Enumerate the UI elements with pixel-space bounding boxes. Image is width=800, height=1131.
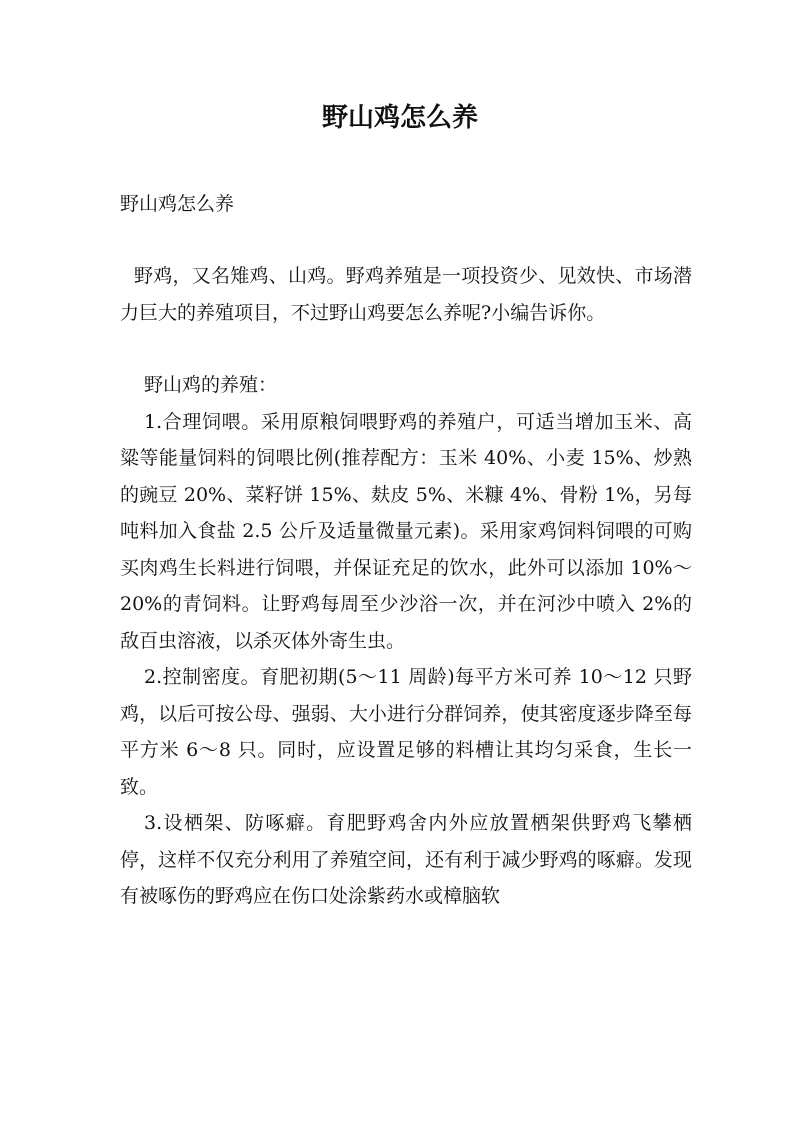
document-subtitle: 野山鸡怎么养: [120, 193, 235, 215]
list-item: 1.合理饲喂。采用原粮饲喂野鸡的养殖户，可适当增加玉米、高粱等能量饲料的饲喂比例(推荐配方：玉米 40%、小麦 15%、炒熟的豌豆 20%、菜籽饼 15%、麸皮 5%、米糠 4%、骨粉 1%，另每吨料加入食盐 2.5 公斤及适量微量元素)。采用家鸡饲料饲喂的可购买肉鸡生长料进行饲喂，并保证充足的饮水，此外可以添加 10%～20%的青饲料。让野鸡每周至少沙浴一次，并在河沙中喷入 2%的敌百虫溶液，以杀灭体外寄生虫。: [120, 410, 692, 652]
document-title: 野山鸡怎么养: [321, 103, 478, 133]
list-item: 3.设栖架、防啄癖。育肥野鸡舍内外应放置栖架供野鸡飞攀栖停，这样不仅充分利用了养殖空间，还有利于减少野鸡的啄癖。发现有被啄伤的野鸡应在伤口处涂紫药水或樟脑软: [120, 812, 692, 907]
section-heading: 野山鸡的养殖：: [144, 374, 278, 396]
document-body: [120, 258, 692, 915]
intro-paragraph: 野鸡，又名雉鸡、山鸡。野鸡养殖是一项投资少、见效快、市场潜力巨大的养殖项目，不过野山鸡要怎么养呢?小编告诉你。: [120, 265, 692, 324]
list-item: 2.控制密度。育肥初期(5～11 周龄)每平方米可养 10～12 只野鸡，以后可按公母、强弱、大小进行分群饲养，使其密度逐步降至每平方米 6～8 只。同时，应设置足够的料槽让其均匀采食，生长一致。: [120, 666, 692, 798]
